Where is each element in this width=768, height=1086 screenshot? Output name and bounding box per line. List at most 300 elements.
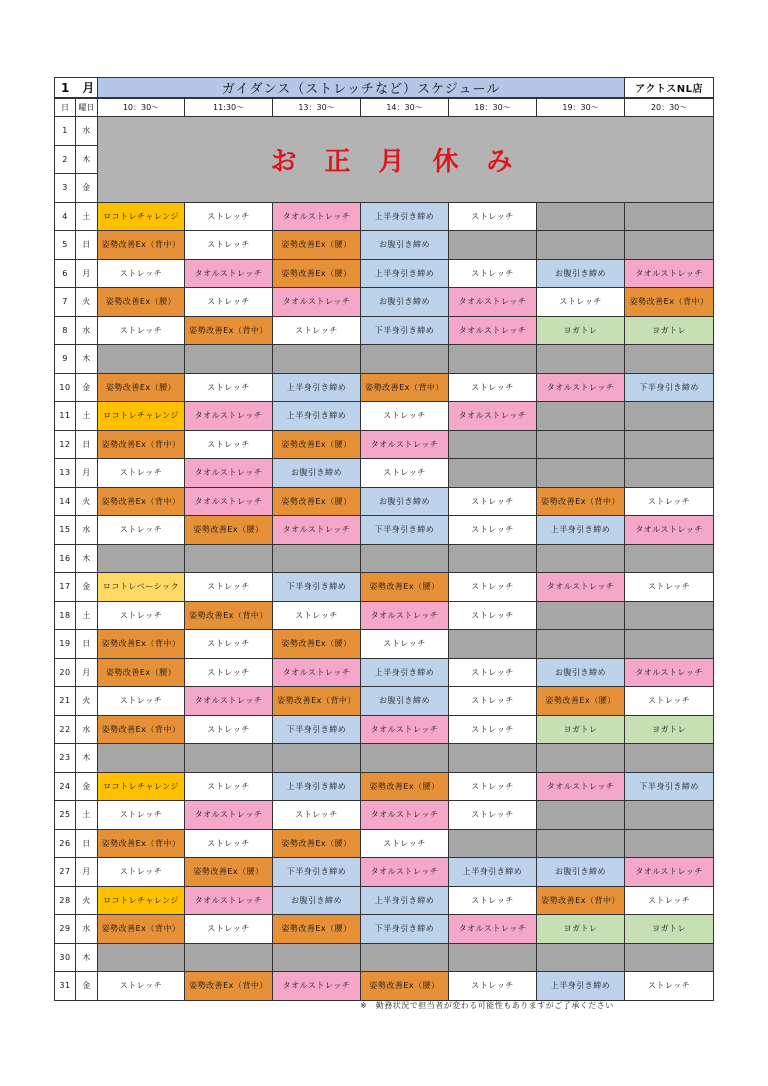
class-cell: ロコトレベーシック [98,573,185,602]
day-number: 3 [55,174,76,203]
class-cell: ヨガトレ [537,715,625,744]
schedule-row [55,972,714,1001]
day-number: 25 [55,801,76,830]
day-number: 9 [55,345,76,374]
schedule-row [55,687,714,716]
class-cell: タオルストレッチ [185,459,273,488]
empty-slot-cell [537,744,625,773]
class-cell: 上半身引き締め [273,373,361,402]
class-cell: タオルストレッチ [537,573,625,602]
class-cell: お腹引き締め [361,487,449,516]
class-cell: ストレッチ [185,373,273,402]
class-cell: タオルストレッチ [185,886,273,915]
day-of-week: 金 [76,573,98,602]
class-cell: 姿勢改善Ex（腰） [98,658,185,687]
schedule-row [55,259,714,288]
class-cell: 上半身引き締め [361,658,449,687]
class-cell: ストレッチ [361,630,449,659]
class-cell: 下半身引き締め [625,772,714,801]
empty-slot-cell [537,601,625,630]
class-cell: 姿勢改善Ex（背中） [273,687,361,716]
day-of-week: 水 [76,715,98,744]
class-cell: ストレッチ [185,915,273,944]
day-number: 17 [55,573,76,602]
empty-slot-cell [537,202,625,231]
title-row [55,78,714,99]
empty-slot-cell [449,231,537,260]
footer-note: ※ 勤務状況で担当者が変わる可能性もありますがご了承ください [360,1001,614,1010]
time-header-1030: 10：30～ [98,98,185,117]
empty-slot-cell [537,402,625,431]
empty-slot-cell [625,744,714,773]
schedule-sheet [54,77,713,1001]
class-cell: 上半身引き締め [361,202,449,231]
class-cell: タオルストレッチ [185,687,273,716]
class-cell: ストレッチ [98,259,185,288]
class-cell: ストレッチ [273,801,361,830]
class-cell: 下半身引き締め [361,915,449,944]
day-of-week: 土 [76,601,98,630]
class-cell: 姿勢改善Ex（背中） [361,373,449,402]
class-cell: 姿勢改善Ex（腰） [273,915,361,944]
class-cell: ストレッチ [98,972,185,1001]
class-cell: お腹引き締め [273,459,361,488]
schedule-row [55,288,714,317]
class-cell: ストレッチ [449,202,537,231]
class-cell: 下半身引き締め [625,373,714,402]
schedule-row [55,829,714,858]
class-cell: 姿勢改善Ex（腰） [361,772,449,801]
class-cell: ストレッチ [185,772,273,801]
schedule-row [55,943,714,972]
class-cell: ストレッチ [361,829,449,858]
day-number: 16 [55,544,76,573]
class-cell: タオルストレッチ [361,858,449,887]
class-cell: ストレッチ [98,316,185,345]
day-of-week: 火 [76,886,98,915]
class-cell: ストレッチ [185,658,273,687]
empty-slot-cell [98,345,185,374]
empty-slot-cell [185,345,273,374]
schedule-row [55,801,714,830]
empty-slot-cell [273,345,361,374]
class-cell: タオルストレッチ [625,259,714,288]
day-of-week: 火 [76,687,98,716]
day-of-week: 日 [76,630,98,659]
day-of-week: 月 [76,259,98,288]
class-cell: 姿勢改善Ex（腰） [273,231,361,260]
day-of-week: 水 [76,316,98,345]
day-number: 26 [55,829,76,858]
day-number: 21 [55,687,76,716]
empty-slot-cell [98,744,185,773]
class-cell: 姿勢改善Ex（背中） [185,601,273,630]
class-cell: タオルストレッチ [449,402,537,431]
class-cell: お腹引き締め [537,259,625,288]
holiday-row [55,117,714,146]
day-of-week: 木 [76,145,98,174]
class-cell: タオルストレッチ [273,202,361,231]
empty-slot-cell [361,544,449,573]
class-cell: タオルストレッチ [273,516,361,545]
day-number: 20 [55,658,76,687]
class-cell: 姿勢改善Ex（腰） [273,430,361,459]
day-number: 5 [55,231,76,260]
day-number: 28 [55,886,76,915]
day-number: 1 [55,117,76,146]
day-of-week: 土 [76,801,98,830]
class-cell: お腹引き締め [537,658,625,687]
class-cell: ストレッチ [185,829,273,858]
class-cell: 姿勢改善Ex（背中） [537,487,625,516]
schedule-row [55,886,714,915]
day-number: 13 [55,459,76,488]
class-cell: タオルストレッチ [273,658,361,687]
day-number: 30 [55,943,76,972]
class-cell: ストレッチ [449,487,537,516]
class-cell: タオルストレッチ [361,430,449,459]
time-header-1130: 11:30～ [185,98,273,117]
empty-slot-cell [625,943,714,972]
day-of-week: 金 [76,972,98,1001]
page-title: ガイダンス（ストレッチなど）スケジュール [98,78,625,99]
class-cell: 姿勢改善Ex（背中） [537,886,625,915]
class-cell: 下半身引き締め [273,715,361,744]
day-of-week: 水 [76,915,98,944]
class-cell: 姿勢改善Ex（背中） [185,972,273,1001]
day-of-week: 月 [76,658,98,687]
class-cell: 上半身引き締め [273,402,361,431]
class-cell: 姿勢改善Ex（腰） [537,687,625,716]
empty-slot-cell [185,544,273,573]
empty-slot-cell [449,829,537,858]
class-cell: タオルストレッチ [449,316,537,345]
class-cell: 下半身引き締め [361,316,449,345]
class-cell: ヨガトレ [537,316,625,345]
empty-slot-cell [273,943,361,972]
empty-slot-cell [537,544,625,573]
class-cell: ストレッチ [98,601,185,630]
day-of-week: 日 [76,430,98,459]
schedule-row [55,544,714,573]
empty-slot-cell [537,345,625,374]
class-cell: ストレッチ [537,288,625,317]
time-header-1930: 19：30～ [537,98,625,117]
new-year-holiday-banner: お正月休み [98,117,714,203]
empty-slot-cell [537,231,625,260]
class-cell: ロコトレチャレンジ [98,886,185,915]
day-of-week: 火 [76,288,98,317]
day-of-week: 金 [76,772,98,801]
class-cell: タオルストレッチ [625,858,714,887]
day-number: 29 [55,915,76,944]
class-cell: ストレッチ [625,573,714,602]
class-cell: お腹引き締め [273,886,361,915]
empty-slot-cell [625,430,714,459]
class-cell: ストレッチ [98,687,185,716]
class-cell: 姿勢改善Ex（背中） [98,915,185,944]
class-cell: ストレッチ [273,316,361,345]
class-cell: ストレッチ [625,487,714,516]
class-cell: ヨガトレ [625,715,714,744]
class-cell: タオルストレッチ [273,972,361,1001]
class-cell: ストレッチ [449,801,537,830]
class-cell: ロコトレチャレンジ [98,772,185,801]
day-of-week: 金 [76,373,98,402]
schedule-row [55,858,714,887]
class-cell: ストレッチ [185,288,273,317]
class-cell: タオルストレッチ [537,772,625,801]
class-cell: 姿勢改善Ex（背中） [625,288,714,317]
empty-slot-cell [98,943,185,972]
class-cell: 姿勢改善Ex（腰） [185,858,273,887]
class-cell: 姿勢改善Ex（背中） [98,829,185,858]
class-cell: 姿勢改善Ex（腰） [273,829,361,858]
day-number: 11 [55,402,76,431]
schedule-row [55,516,714,545]
class-cell: ストレッチ [625,972,714,1001]
class-cell: ヨガトレ [625,316,714,345]
schedule-row [55,744,714,773]
empty-slot-cell [449,459,537,488]
class-cell: タオルストレッチ [185,487,273,516]
class-cell: ストレッチ [449,573,537,602]
day-number: 24 [55,772,76,801]
class-cell: ストレッチ [185,202,273,231]
class-cell: ストレッチ [449,259,537,288]
class-cell: 上半身引き締め [537,972,625,1001]
schedule-row [55,345,714,374]
class-cell: タオルストレッチ [273,288,361,317]
day-number: 31 [55,972,76,1001]
day-number: 4 [55,202,76,231]
class-cell: タオルストレッチ [449,288,537,317]
empty-slot-cell [625,345,714,374]
empty-slot-cell [273,544,361,573]
class-cell: ロコトレチャレンジ [98,402,185,431]
day-number: 22 [55,715,76,744]
day-of-week: 日 [76,231,98,260]
class-cell: 姿勢改善Ex（背中） [98,430,185,459]
empty-slot-cell [273,744,361,773]
schedule-row [55,658,714,687]
class-cell: ストレッチ [361,402,449,431]
day-number: 14 [55,487,76,516]
class-cell: ストレッチ [185,630,273,659]
dow-column-header: 曜日 [76,98,98,117]
class-cell: ストレッチ [449,972,537,1001]
class-cell: ストレッチ [449,886,537,915]
empty-slot-cell [625,231,714,260]
day-number: 12 [55,430,76,459]
class-cell: 姿勢改善Ex（腰） [361,573,449,602]
day-of-week: 水 [76,117,98,146]
time-header-1830: 18：30～ [449,98,537,117]
class-cell: お腹引き締め [361,288,449,317]
day-number: 8 [55,316,76,345]
day-number: 2 [55,145,76,174]
empty-slot-cell [537,459,625,488]
empty-slot-cell [625,829,714,858]
empty-slot-cell [625,402,714,431]
schedule-row [55,573,714,602]
class-cell: 姿勢改善Ex（腰） [273,630,361,659]
empty-slot-cell [449,430,537,459]
month-label: 1 月 [55,78,98,99]
day-number: 18 [55,601,76,630]
class-cell: タオルストレッチ [361,715,449,744]
class-cell: お腹引き締め [361,687,449,716]
class-cell: ストレッチ [449,601,537,630]
column-header-row [55,98,714,117]
schedule-row [55,373,714,402]
empty-slot-cell [625,202,714,231]
day-column-header: 日 [55,98,76,117]
class-cell: ストレッチ [449,687,537,716]
empty-slot-cell [98,544,185,573]
schedule-row [55,487,714,516]
time-header-2030: 20：30～ [625,98,714,117]
empty-slot-cell [449,630,537,659]
class-cell: 姿勢改善Ex（背中） [98,715,185,744]
schedule-row [55,772,714,801]
schedule-row [55,316,714,345]
day-number: 19 [55,630,76,659]
class-cell: 姿勢改善Ex（背中） [98,231,185,260]
schedule-row [55,202,714,231]
class-cell: ストレッチ [185,715,273,744]
class-cell: タオルストレッチ [537,373,625,402]
class-cell: ストレッチ [185,430,273,459]
day-of-week: 月 [76,858,98,887]
empty-slot-cell [449,544,537,573]
class-cell: ストレッチ [98,459,185,488]
empty-slot-cell [361,943,449,972]
day-of-week: 月 [76,459,98,488]
schedule-row [55,915,714,944]
class-cell: 姿勢改善Ex（腰） [273,259,361,288]
class-cell: ストレッチ [625,687,714,716]
class-cell: ヨガトレ [625,915,714,944]
empty-slot-cell [537,943,625,972]
class-cell: ヨガトレ [537,915,625,944]
day-number: 27 [55,858,76,887]
class-cell: ストレッチ [185,231,273,260]
day-of-week: 木 [76,744,98,773]
class-cell: 姿勢改善Ex（腰） [98,373,185,402]
time-header-1430: 14：30～ [361,98,449,117]
schedule-table [54,77,714,1001]
empty-slot-cell [537,430,625,459]
class-cell: ストレッチ [449,658,537,687]
schedule-row [55,430,714,459]
class-cell: 上半身引き締め [449,858,537,887]
class-cell: ストレッチ [98,516,185,545]
day-number: 7 [55,288,76,317]
schedule-row [55,715,714,744]
day-of-week: 水 [76,516,98,545]
empty-slot-cell [625,544,714,573]
empty-slot-cell [449,345,537,374]
day-of-week: 金 [76,174,98,203]
class-cell: 上半身引き締め [273,772,361,801]
class-cell: お腹引き締め [361,231,449,260]
day-of-week: 木 [76,943,98,972]
class-cell: お腹引き締め [537,858,625,887]
class-cell: タオルストレッチ [361,601,449,630]
class-cell: ストレッチ [449,715,537,744]
day-of-week: 日 [76,829,98,858]
class-cell: タオルストレッチ [625,658,714,687]
empty-slot-cell [449,943,537,972]
class-cell: タオルストレッチ [185,259,273,288]
store-name: アクトスNL店 [625,78,714,99]
empty-slot-cell [537,801,625,830]
class-cell: 上半身引き締め [361,259,449,288]
empty-slot-cell [185,943,273,972]
class-cell: 上半身引き締め [537,516,625,545]
class-cell: タオルストレッチ [185,801,273,830]
empty-slot-cell [625,601,714,630]
day-of-week: 土 [76,202,98,231]
class-cell: 姿勢改善Ex（腰） [185,516,273,545]
day-number: 6 [55,259,76,288]
class-cell: タオルストレッチ [361,801,449,830]
schedule-row [55,459,714,488]
class-cell: ストレッチ [185,573,273,602]
class-cell: 下半身引き締め [273,573,361,602]
day-number: 10 [55,373,76,402]
day-of-week: 木 [76,544,98,573]
class-cell: ストレッチ [273,601,361,630]
class-cell: ロコトレチャレンジ [98,202,185,231]
empty-slot-cell [537,630,625,659]
empty-slot-cell [537,829,625,858]
schedule-row [55,630,714,659]
empty-slot-cell [361,744,449,773]
schedule-row [55,601,714,630]
class-cell: ストレッチ [449,516,537,545]
class-cell: 姿勢改善Ex（腰） [361,972,449,1001]
day-number: 23 [55,744,76,773]
class-cell: 下半身引き締め [273,858,361,887]
schedule-row [55,402,714,431]
class-cell: 姿勢改善Ex（背中） [98,487,185,516]
class-cell: ストレッチ [361,459,449,488]
day-of-week: 土 [76,402,98,431]
class-cell: ストレッチ [625,886,714,915]
class-cell: ストレッチ [98,801,185,830]
empty-slot-cell [185,744,273,773]
class-cell: ストレッチ [98,858,185,887]
class-cell: 姿勢改善Ex（背中） [98,630,185,659]
class-cell: タオルストレッチ [449,915,537,944]
time-header-1330: 13：30～ [273,98,361,117]
empty-slot-cell [625,801,714,830]
empty-slot-cell [625,630,714,659]
schedule-row [55,231,714,260]
class-cell: ストレッチ [449,772,537,801]
day-of-week: 木 [76,345,98,374]
class-cell: 下半身引き締め [361,516,449,545]
class-cell: タオルストレッチ [185,402,273,431]
empty-slot-cell [361,345,449,374]
class-cell: 姿勢改善Ex（腰） [273,487,361,516]
empty-slot-cell [449,744,537,773]
day-of-week: 火 [76,487,98,516]
day-number: 15 [55,516,76,545]
class-cell: 上半身引き締め [361,886,449,915]
